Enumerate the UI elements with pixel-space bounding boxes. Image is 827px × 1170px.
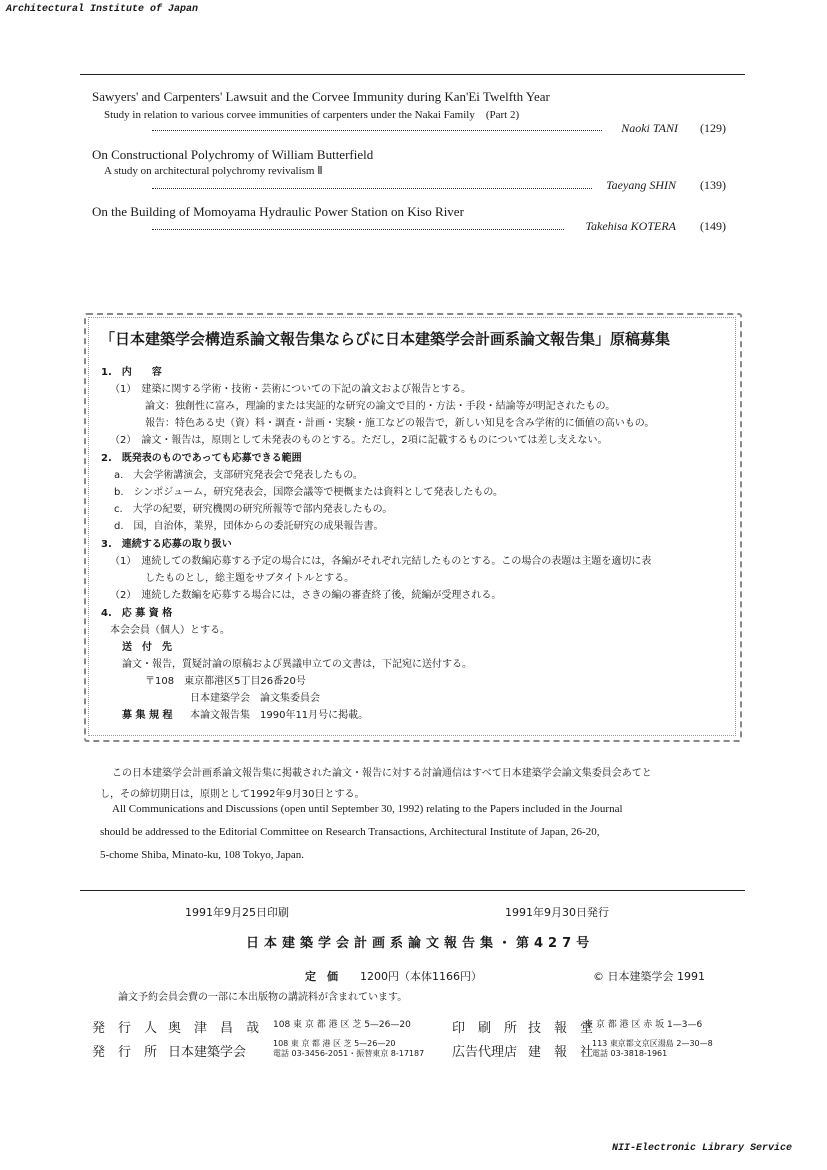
toc-entry-title[interactable]: On Constructional Polychromy of William Butterfield <box>92 147 374 162</box>
publisher-name: 日本建築学会 <box>168 1045 247 1060</box>
toc-entry-page: (149) <box>700 219 726 233</box>
notice-line: d. 国，自治体，業界，団体からの委託研究の成果報告書。 <box>114 521 384 532</box>
header-institute: Architectural Institute of Japan <box>6 4 199 15</box>
subscription-note: 論文予約会員会費の一部に本出版物の講読料が含まれています。 <box>118 992 408 1003</box>
colophon-rule <box>80 890 745 891</box>
toc-leader-dots <box>152 130 602 131</box>
publisher-person: 奥 津 昌 哉 <box>168 1021 260 1036</box>
ad-agency-phone: 電話 03-3818-1961 <box>592 1049 668 1058</box>
printer-label: 印 刷 所 <box>452 1021 518 1036</box>
issue-date: 1991年9月30日発行 <box>505 906 609 919</box>
footer-library-service: NII-Electronic Library Service <box>612 1143 793 1154</box>
notice-line: 論文：独創性に富み，理論的または実証的な研究の論文で目的・方法・手段・結論等が明記されたもの。 <box>145 401 616 412</box>
discussion-jp-line: この日本建築学会計画系論文報告集に掲載された論文・報告に対する討論通信はすべて日本建築学会論文集委員会あてと <box>112 768 652 779</box>
discussion-en-line: All Communications and Discussions (open until September 30, 1992) relating to the Papers included in the Journal <box>112 803 623 815</box>
notice-line: （1） 連続しての数編応募する予定の場合には，各編がそれぞれ完結したものとする。この場合の表題は主題を適切に表 <box>110 556 652 567</box>
publisher-person-label: 発 行 人 <box>92 1021 158 1036</box>
notice-address: 〒108 東京都港区5丁目26番20号 <box>145 676 306 687</box>
printer-address: 東 京 都 港 区 赤 坂 1—3—6 <box>584 1020 703 1030</box>
notice-line: （2） 連続した数編を応募する場合には，さきの編の審査終了後，続編が受理される。 <box>110 590 502 601</box>
top-rule <box>80 74 745 75</box>
notice-line: b. シンポジューム，研究発表会，国際会議等で梗概または資料として発表したもの。 <box>114 487 503 498</box>
discussion-en-line: should be addressed to the Editorial Committee on Research Transactions, Architectural Institute of Japan, 26-20, <box>100 826 600 838</box>
discussion-jp-line: し，その締切期日は，原則として1992年9月30日とする。 <box>100 789 365 800</box>
notice-line: （2） 論文・報告は，原則として未発表のものとする。ただし，2項に記載するものについては差し支えない。 <box>110 435 608 446</box>
toc-entry-subtitle: A study on architectural polychromy revivalism Ⅱ <box>104 165 323 177</box>
toc-entry-page: (129) <box>700 121 726 135</box>
notice-line: （1） 建築に関する学術・技術・芸術についての下記の論文および報告とする。 <box>110 384 472 395</box>
print-date: 1991年9月25日印刷 <box>185 906 289 919</box>
toc-entry-page: (139) <box>700 178 726 192</box>
notice-section-heading: 2. 既発表のものであっても応募できる範囲 <box>101 453 302 464</box>
notice-section-heading: 4. 応 募 資 格 <box>101 608 173 619</box>
notice-committee: 日本建築学会 論文集委員会 <box>190 693 320 704</box>
price-value: 1200円（本体1166円） <box>360 970 482 983</box>
notice-title: 「日本建築学会構造系論文報告集ならびに日本建築学会計画系論文報告集」原稿募集 <box>100 330 671 348</box>
toc-entry-author: Taeyang SHIN <box>606 178 676 192</box>
notice-line: 本論文報告集 1990年11月号に掲載。 <box>190 710 369 721</box>
toc-entry-author: Takehisa KOTERA <box>585 219 676 233</box>
printer-name: 技 報 堂 <box>528 1021 594 1036</box>
ad-agency-address: 113 東京都文京区湯島 2—30—8 <box>592 1039 713 1048</box>
notice-line: c. 大学の紀要，研究機関の研究所報等で部内発表したもの。 <box>114 504 393 515</box>
toc-entry-subtitle: Study in relation to various corvee immunities of carpenters under the Nakai Family (Part 2) <box>104 109 520 121</box>
toc-entry-title[interactable]: Sawyers' and Carpenters' Lawsuit and the Corvee Immunity during Kan'Ei Twelfth Year <box>92 89 550 104</box>
notice-line: 本会会員（個人）とする。 <box>110 625 230 636</box>
ad-agency-name: 建 報 社 <box>528 1045 594 1060</box>
copyright: © 日本建築学会 1991 <box>593 970 705 983</box>
toc-entry-title[interactable]: On the Building of Momoyama Hydraulic Power Station on Kiso River <box>92 204 464 219</box>
notice-line: 論文・報告，質疑討論の原稿および異議申立ての文書は，下記宛に送付する。 <box>122 659 472 670</box>
notice-section-heading: 募 集 規 程 <box>122 710 173 721</box>
notice-section-heading: 送 付 先 <box>122 642 172 653</box>
price-label: 定 価 <box>305 970 338 983</box>
toc-entry-author: Naoki TANI <box>621 121 678 135</box>
notice-line: したものとし，総主題をサブタイトルとする。 <box>145 573 355 584</box>
notice-section-heading: 3. 連続する応募の取り扱い <box>101 539 232 550</box>
publisher-phone: 電話 03-3456-2051・振替東京 8-17187 <box>273 1049 425 1058</box>
toc-leader-dots <box>152 188 592 189</box>
ad-agency-label: 広告代理店 <box>452 1045 518 1060</box>
publisher-address: 108 東 京 都 港 区 芝 5—26—20 <box>273 1039 396 1048</box>
journal-title: 日本建築学会計画系論文報告集・第427号 <box>246 936 595 951</box>
notice-line: 報告：特色ある史（資）料・調査・計画・実験・施工などの報告で，新しい知見を含み学術的に価値の高いもの。 <box>145 418 655 429</box>
publisher-label: 発 行 所 <box>92 1045 158 1060</box>
notice-section-heading: 1. 内 容 <box>101 367 162 378</box>
discussion-en-line: 5-chome Shiba, Minato-ku, 108 Tokyo, Japan. <box>100 849 305 861</box>
publisher-person-address: 108 東 京 都 港 区 芝 5—26—20 <box>273 1020 411 1030</box>
notice-line: a. 大会学術講演会，支部研究発表会で発表したもの。 <box>114 470 363 481</box>
toc-leader-dots <box>152 229 564 230</box>
